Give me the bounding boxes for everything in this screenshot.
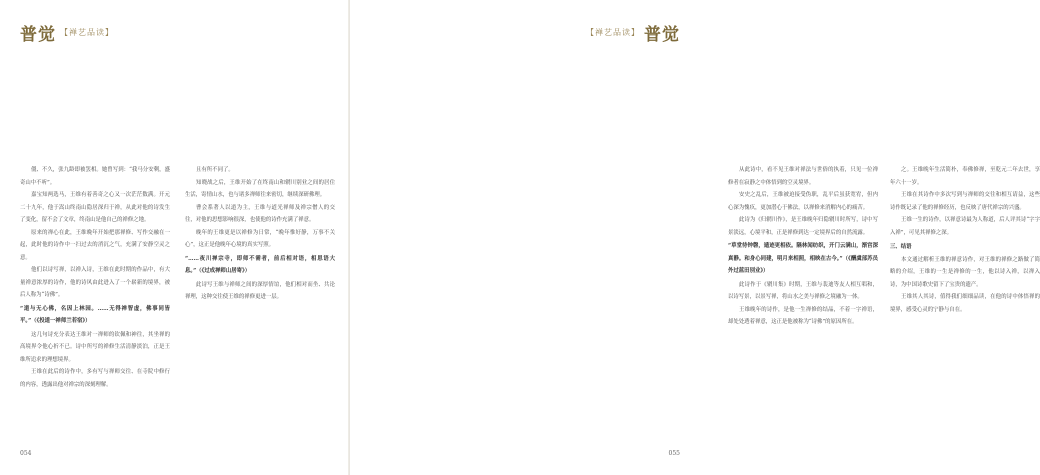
right-header xyxy=(586,20,680,45)
left-header xyxy=(20,20,114,45)
section-tag: 【禅艺品读】 xyxy=(60,28,114,37)
paragraph: 晚年的王维更是以禅修为日常，“晚年惟好静，万事不关心”，这正是他晚年心境的真实写照。 xyxy=(185,229,335,248)
paragraph: 嘉宝知两选马，王维有着善奇之心又一次茫茫数满。开元二十九年，他于嵩山终南山隐居深归于禅，从此对他的诗发生了变化，留不会了文章，终南山是他自己的禅修之地。 xyxy=(20,192,170,223)
paragraph: 王维晚年的诗作，是他一生禅修的结晶，不着一字禅语，却处处透着禅意，这正是他被称为“诗佛”的原因所在。 xyxy=(728,306,878,325)
paragraph: 他们以诗写禅，以禅入诗，王维在此时期的作品中，有大量禅意浓厚的诗作，他的诗风由此进入了一个崭新的境界，被后人称为“诗佛”。 xyxy=(20,267,170,298)
section-heading: 三、结语 xyxy=(890,244,912,250)
right-page xyxy=(350,0,1040,475)
paragraph: 本文通过解析王维的禅意诗作，对王维的禅修之路做了简略的介绍，王维的一生是禅修的一生，他以诗入禅，以禅入诗，为中国诗歌史留下了宝贵的遗产。 xyxy=(890,256,1040,288)
paragraph: 此诗写王维与禅师之间的深厚情谊，他们相对而坐、共论禅理，这种交往使王维的禅修更进一层。 xyxy=(185,281,335,300)
paragraph: 王维在其诗作中多次写到与禅师的交往和相互请益，这些诗作既记录了他的禅修经历，也反映了唐代禅宗的兴盛。 xyxy=(890,192,1040,211)
paragraph: 王维在此后的诗作中，多有写与禅师交往、在寺院中修行的内容，透露出他对禅宗的深刻理解。 xyxy=(20,369,170,388)
paragraph: 僵、不久，张九龄即被罢相。她曾写到：“我马分安剩，盛奇山中不听”。 xyxy=(20,167,170,186)
brand-logo: 普觉 xyxy=(644,25,680,45)
poem-quote: “道与无心佛，名因上林园。……无得禅智虚，佛事同皆平。”（《投道一禅师兰若宿》） xyxy=(20,305,170,324)
paragraph: 王维其人其诗，值得我们细细品读，在他的诗中体悟禅的境界，感受心灵的宁静与自在。 xyxy=(890,294,1040,313)
poem-quote: “……夜川禅宗寺，即师不需者，前后相对语，相思语大息。”（《过成禅师山居寄》） xyxy=(185,255,335,274)
page-number-left: 054 xyxy=(20,450,32,457)
paragraph: 王维一生的诗作，以禅意诗最为人称道，后人评其诗“字字入禅”，可见其禅修之深。 xyxy=(890,217,1040,236)
left-page xyxy=(0,0,350,475)
paragraph: 原来的禅心在此，王维晚年开始把那禅修、写作交融在一起，此时他的诗作中一扫过去的消沉之气，充满了安静空灵之意。 xyxy=(20,229,170,261)
brand-logo: 普觉 xyxy=(20,25,56,45)
text-column-4 xyxy=(890,164,1040,316)
text-column-1 xyxy=(20,164,170,391)
paragraph: 曹会系著人以道为主，王维与道光禅师及禅宗僧人的交往，对他的思想影响很深，也使他的诗作充满了禅意。 xyxy=(185,204,335,223)
paragraph: 之。王维晚年生活简朴，奉佛修禅，至乾元二年去世，享年六十一岁。 xyxy=(890,167,1040,186)
text-column-3 xyxy=(728,164,878,329)
section-tag: 【禅艺品读】 xyxy=(586,28,640,37)
paragraph: 此诗为《归辋川作》，是王维晚年归隐辋川时所写，诗中写景淡远，心境平和，正是禅修到达一定境界后的自然流露。 xyxy=(728,217,878,236)
paragraph: 且有所不同了。 xyxy=(196,167,234,173)
text-column-2 xyxy=(185,164,335,304)
paragraph: 安史之乱后，王维被迫接受伪职，乱平后虽获宽宥，但内心深为愧疚，更加潜心于佛法，以禅修来消解内心的痛苦。 xyxy=(728,192,878,211)
page-number-right: 055 xyxy=(668,450,680,457)
poem-quote: “草堂待钟磬，遁迹更相依。隔林闻纺织，开门云满山，渐宫深真静。和身心同建，明月来相照，相映在古今。”（《酬虞部苏员外过蓝田别业》） xyxy=(728,243,878,274)
paragraph: 从此诗中，看不见王维对禅法与世俗的执着，只见一位禅修者在寂静之中体悟到的空灵境界。 xyxy=(728,167,878,186)
paragraph: 这几句诗充分表达王维对一禅师的钦佩和神往，其坐禅的高境界令他心折不已。诗中所写的禅修生活清静淡泊，正是王维所追求的理想境界。 xyxy=(20,331,170,363)
paragraph: 知晓战之后，王维开始了在终南山和辋川别业之间的居住生活，寄情山水，也与诸多禅师往来密切，继续深研佛理。 xyxy=(185,179,335,198)
paragraph: 此诗作于《辋川集》时期，王维与裴迪等友人相互唱和，以诗写景，以景写禅，将山水之美与禅修之境融为一体。 xyxy=(728,281,878,300)
